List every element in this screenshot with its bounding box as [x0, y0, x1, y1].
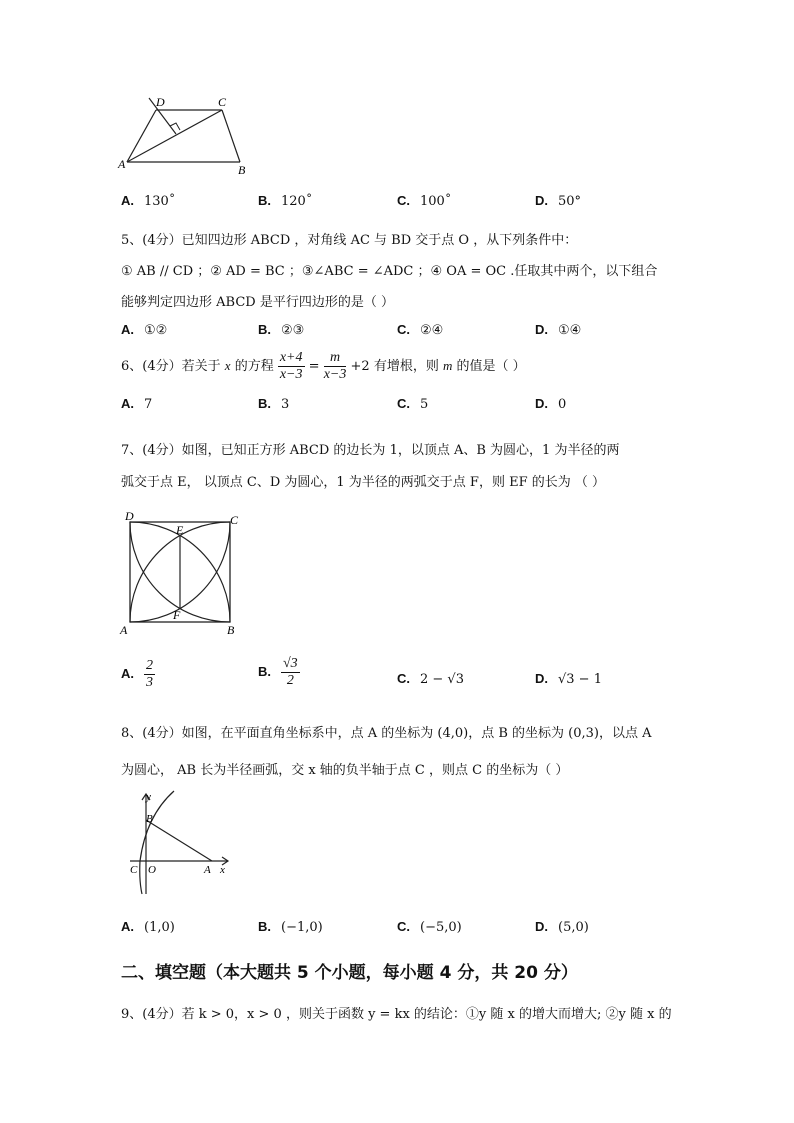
q8-label-c: C: [130, 864, 138, 876]
q5-option-c[interactable]: C. ②④: [397, 322, 444, 338]
q5-line3: 能够判定四边形 ABCD 是平行四边形的是（ ）: [121, 295, 394, 310]
q4-option-c[interactable]: C. 100˚: [397, 193, 452, 209]
q7-label-a: A: [120, 623, 128, 637]
q7-square-arcs-figure: [116, 508, 252, 640]
q6-stem: 6、(4分）若关于 x 的方程 $\frac{x+4}{x-3}$ = $\frac{m}{x-3}$ +2 有增根，则 m 的值是（ ）: [121, 350, 526, 382]
q8-label-x: x: [220, 864, 225, 876]
q8-label-y: y: [146, 791, 151, 803]
q4-trapezoid-figure: [112, 92, 262, 182]
q7-option-d[interactable]: D. √3 − 1: [535, 671, 602, 687]
q6-fraction-1: $\frac{x+4}{x-3}$: [279, 350, 303, 382]
q7-label-c: C: [230, 513, 239, 527]
q7-label-f: F: [173, 608, 181, 622]
section-2-title: 二、填空题（本大题共 5 个小题，每小题 4 分，共 20 分）: [121, 963, 578, 983]
q8-coordinate-figure: [124, 786, 236, 898]
q8-label-a: A: [204, 864, 211, 876]
q8-label-o: O: [148, 864, 156, 876]
q7-label-d: D: [125, 509, 134, 523]
q7-option-b[interactable]: B. $\frac{√3}{2}$: [258, 656, 298, 688]
q8-option-b[interactable]: B. (−1,0): [258, 919, 323, 935]
q4-option-b[interactable]: B. 120˚: [258, 193, 313, 209]
q6-option-a[interactable]: A. 7: [121, 396, 153, 412]
q7-option-c[interactable]: C. 2 − √3: [397, 671, 464, 687]
q5-option-a[interactable]: A. ①②: [121, 322, 168, 338]
q6-fraction-2: $\frac{m}{x-3}$: [323, 350, 347, 382]
q7-label-e: E: [176, 523, 184, 537]
q5-option-d[interactable]: D. ①④: [535, 322, 582, 338]
q8-line1: 8、(4分）如图，在平面直角坐标系中，点 A 的坐标为 (4,0)，点 B 的坐标为 (0,3)，以点 A: [121, 726, 652, 741]
q4-option-a[interactable]: A. 130˚: [121, 193, 176, 209]
q8-option-d[interactable]: D. (5,0): [535, 919, 589, 935]
q5-line2: ① AB // CD ；② AD = BC ；③∠ABC = ∠ADC ；④ OA = OC .任取其中两个，以下组合: [121, 264, 658, 279]
q8-option-c[interactable]: C. (−5,0): [397, 919, 462, 935]
q8-label-b: B: [146, 813, 153, 825]
q4-label-a: A: [118, 157, 126, 171]
q4-label-d: D: [156, 95, 165, 109]
q6-option-b[interactable]: B. 3: [258, 396, 290, 412]
q6-option-c[interactable]: C. 5: [397, 396, 429, 412]
q5-line1: 5、(4分）已知四边形 ABCD ，对角线 AC 与 BD 交于点 O ，从下列条件中：: [121, 233, 578, 248]
q5-option-b[interactable]: B. ②③: [258, 322, 305, 338]
q4-label-c: C: [218, 95, 227, 109]
q4-label-b: B: [238, 163, 246, 177]
q7-line2: 弧交于点 E， 以顶点 C、D 为圆心，1 为半径的两弧交于点 F，则 EF 的长为 （ ）: [121, 475, 605, 490]
q9-line1: 9、(4分）若 k > 0，x > 0 ，则关于函数 y = kx 的结论：①y 随 x 的增大而增大; ②y 随 x 的: [121, 1007, 672, 1022]
q7-line1: 7、(4分）如图，已知正方形 ABCD 的边长为 1，以顶点 A、B 为圆心，1 为半径的两: [121, 443, 620, 458]
q4-option-d[interactable]: D. 50°: [535, 193, 582, 209]
q8-option-a[interactable]: A. (1,0): [121, 919, 175, 935]
q7-option-a[interactable]: A. $\frac{2}{3}$: [121, 658, 153, 690]
q7-label-b: B: [227, 623, 235, 637]
q6-option-d[interactable]: D. 0: [535, 396, 567, 412]
q8-line2: 为圆心， AB 长为半径画弧，交 x 轴的负半轴于点 C ，则点 C 的坐标为（ ）: [121, 763, 569, 778]
